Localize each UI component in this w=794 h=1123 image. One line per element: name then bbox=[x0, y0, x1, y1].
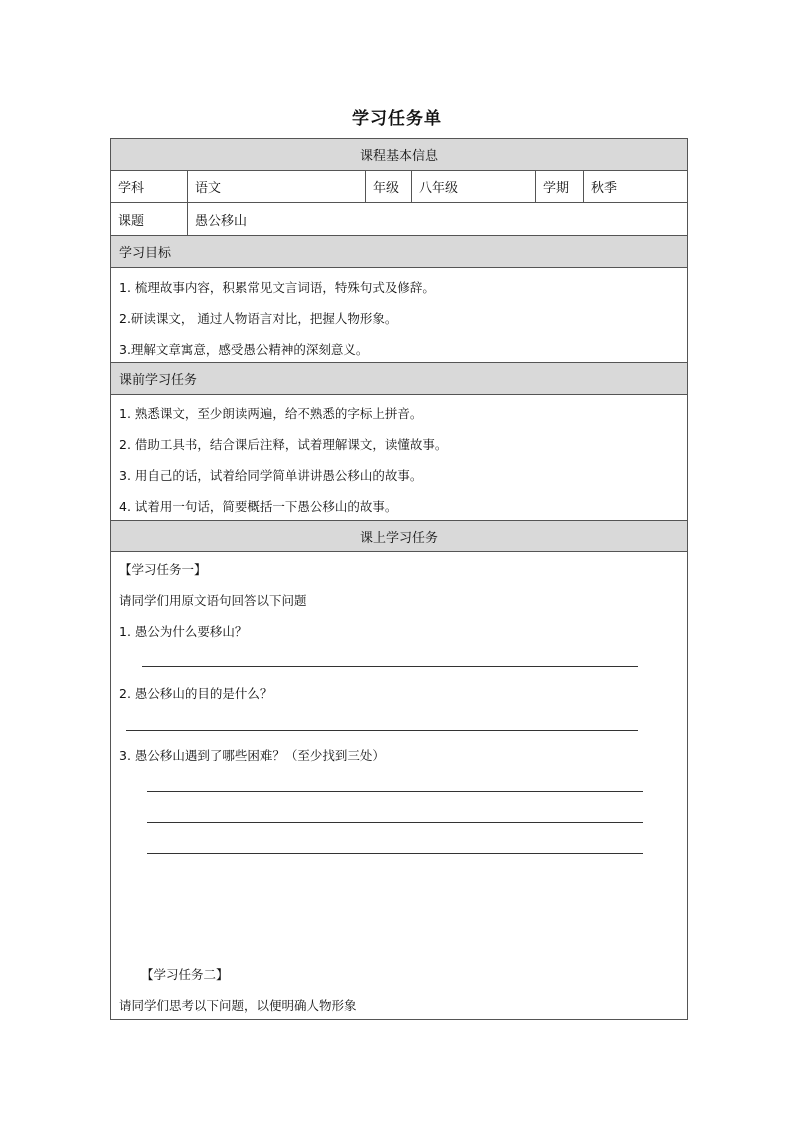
objective-item: 2.研读课文， 通过人物语言对比，把握人物形象。 bbox=[119, 311, 398, 326]
page-title: 学习任务单 bbox=[352, 109, 442, 129]
objective-item: 1. 梳理故事内容，积累常见文言词语，特殊句式及修辞。 bbox=[119, 280, 435, 295]
task2-heading: 【学习任务二】 bbox=[141, 967, 229, 982]
task-sheet-table bbox=[110, 138, 688, 1020]
topic-label: 课题 bbox=[111, 203, 188, 235]
info-row-topic bbox=[111, 203, 687, 236]
task1-intro: 请同学们用原文语句回答以下问题 bbox=[119, 593, 307, 608]
objective-item: 3.理解文章寓意，感受愚公精神的深刻意义。 bbox=[119, 342, 369, 357]
info-row-subject bbox=[111, 171, 687, 203]
class-tasks-block bbox=[111, 552, 687, 1019]
task2-intro: 请同学们思考以下问题，以便明确人物形象 bbox=[119, 998, 357, 1013]
section-header-pre-tasks: 课前学习任务 bbox=[111, 363, 687, 395]
question-2: 2. 愚公移山的目的是什么？ bbox=[119, 686, 273, 701]
topic-value: 愚公移山 bbox=[195, 213, 248, 229]
subject-value: 语文 bbox=[188, 171, 366, 202]
pre-task-item: 4. 试着用一句话，简要概括一下愚公移山的故事。 bbox=[119, 499, 398, 514]
pre-task-item: 1. 熟悉课文，至少朗读两遍，给不熟悉的字标上拼音。 bbox=[119, 406, 423, 421]
section-header-basic-info: 课程基本信息 bbox=[111, 139, 687, 171]
objectives-block bbox=[111, 268, 687, 363]
answer-line-q3-3[interactable] bbox=[147, 853, 643, 854]
answer-line-q3-2[interactable] bbox=[147, 822, 643, 823]
question-1: 1. 愚公为什么要移山？ bbox=[119, 624, 248, 639]
answer-line-q3-1[interactable] bbox=[147, 791, 643, 792]
grade-value: 八年级 bbox=[412, 171, 536, 202]
pre-task-item: 2. 借助工具书，结合课后注释，试着理解课文，读懂故事。 bbox=[119, 437, 448, 452]
grade-label: 年级 bbox=[366, 171, 412, 202]
term-label: 学期 bbox=[536, 171, 584, 202]
answer-line-q1[interactable] bbox=[142, 666, 638, 667]
section-header-class-tasks: 课上学习任务 bbox=[111, 521, 687, 552]
subject-label: 学科 bbox=[111, 171, 188, 202]
answer-line-q2[interactable] bbox=[126, 730, 638, 731]
term-value: 秋季 bbox=[591, 181, 618, 196]
task1-heading: 【学习任务一】 bbox=[119, 562, 207, 577]
question-3: 3. 愚公移山遇到了哪些困难？（至少找到三处） bbox=[119, 748, 385, 763]
section-header-objectives: 学习目标 bbox=[111, 236, 687, 268]
pre-task-item: 3. 用自己的话，试着给同学简单讲讲愚公移山的故事。 bbox=[119, 468, 423, 483]
pre-tasks-block bbox=[111, 395, 687, 521]
